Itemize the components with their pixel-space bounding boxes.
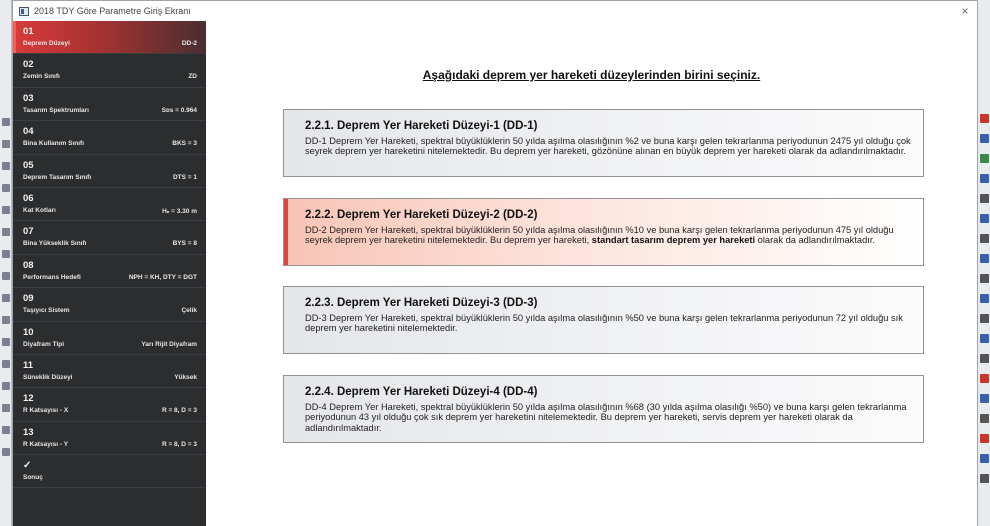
- step-number: 11: [23, 359, 34, 371]
- step-label: R Katsayısı - Y: [23, 440, 69, 448]
- toolbar-icon: [980, 134, 989, 143]
- step-bina-kullanim-sinifi[interactable]: [13, 121, 206, 154]
- step-value: ZD: [188, 73, 197, 81]
- toolbar-icon: [980, 414, 989, 423]
- step-value: Yüksek: [174, 373, 197, 381]
- step-value: BYS = 8: [172, 240, 197, 248]
- step-deprem-tasarim-sinifi[interactable]: [13, 155, 206, 188]
- step-label: Performans Hedefi: [23, 273, 81, 281]
- step-label: Bina Kullanım Sınıfı: [23, 140, 85, 148]
- step-zemin-sinifi[interactable]: [13, 54, 206, 87]
- option-dd-3[interactable]: [283, 286, 924, 354]
- toolbar-icon: [980, 294, 989, 303]
- step-value: BKS = 3: [172, 140, 197, 148]
- toolbar-icon: [980, 194, 989, 203]
- step-number: 09: [23, 293, 34, 305]
- option-title: 2.2.3. Deprem Yer Hareketi Düzeyi-3 (DD-3): [305, 297, 538, 309]
- option-dd-2[interactable]: [283, 198, 924, 266]
- toolbar-icon: [2, 118, 10, 126]
- toolbar-icon: [980, 154, 989, 163]
- toolbar-icon: [2, 360, 10, 368]
- step-label: Diyafram Tipi: [23, 340, 65, 348]
- option-title: 2.2.4. Deprem Yer Hareketi Düzeyi-4 (DD-4): [305, 386, 538, 398]
- toolbar-icon: [980, 254, 989, 263]
- step-value: Sᴅs = 0.964: [161, 106, 197, 114]
- toolbar-icon: [980, 274, 989, 283]
- toolbar-icon: [980, 314, 989, 323]
- step-number: 06: [23, 192, 34, 204]
- description-text-end: olarak da adlandırılmaktadır.: [755, 235, 875, 246]
- step-value: DTS = 1: [172, 173, 197, 181]
- step-label: Bina Yükseklik Sınıfı: [23, 240, 87, 248]
- close-button[interactable]: ×: [961, 4, 969, 18]
- step-tasarim-spektrumlari[interactable]: [13, 88, 206, 121]
- toolbar-icon: [980, 174, 989, 183]
- step-number: 01: [23, 26, 34, 37]
- step-label: Zemin Sınıfı: [23, 73, 60, 81]
- toolbar-icon: [2, 382, 10, 390]
- step-kat-kotlari[interactable]: [13, 188, 206, 221]
- step-value: R = 8, D = 3: [161, 440, 197, 448]
- background-app-left-toolbar: [0, 0, 12, 526]
- step-label: Taşıyıcı Sistem: [23, 307, 70, 315]
- toolbar-icon: [980, 234, 989, 243]
- step-number: 12: [23, 393, 34, 405]
- option-description: DD-4 Deprem Yer Hareketi, spektral büyüklüklerin 50 yılda aşılma olasılığının %68 (30 yılda aşılma olasılığı %50) ve buna karşı gelen tekrarlanma periyodunun 43 yıl olduğu çok sık deprem yer hareketini nitelemektedir. Bu deprem yer hareketi, servis deprem yer hareketi olarak da adlandırılmaktadır.: [305, 402, 907, 433]
- step-deprem-duzeyi[interactable]: [13, 21, 206, 54]
- toolbar-icon: [2, 250, 10, 258]
- app-window-icon: [19, 7, 29, 16]
- steps-sidebar: [13, 21, 206, 526]
- step-label: Deprem Tasarım Sınıfı: [23, 173, 92, 181]
- window-title: 2018 TDY Göre Parametre Giriş Ekranı: [34, 6, 191, 16]
- title-bar: [13, 1, 977, 21]
- step-suneklik-duzeyi[interactable]: [13, 355, 206, 388]
- main-content: [206, 21, 977, 526]
- option-description: [305, 225, 911, 246]
- background-app-right-toolbar: [976, 0, 990, 526]
- toolbar-icon: [980, 474, 989, 483]
- toolbar-icon: [980, 374, 989, 383]
- step-label: Deprem Düzeyi: [23, 40, 70, 47]
- step-number: 13: [23, 426, 34, 438]
- step-label: Kat Kotları: [23, 206, 56, 214]
- step-label: Sonuç: [23, 474, 43, 482]
- toolbar-icon: [2, 206, 10, 214]
- step-number: 03: [23, 92, 34, 104]
- toolbar-icon: [980, 214, 989, 223]
- step-label: R Katsayısı - X: [23, 407, 69, 415]
- toolbar-icon: [2, 316, 10, 324]
- toolbar-icon: [2, 228, 10, 236]
- step-value: Çelik: [181, 307, 197, 315]
- description-emphasis: standart tasarım deprem yer hareketi: [591, 235, 756, 246]
- toolbar-icon: [2, 404, 10, 412]
- step-number: 04: [23, 126, 34, 138]
- step-number: 07: [23, 226, 34, 238]
- step-number: 02: [23, 59, 34, 71]
- toolbar-icon: [2, 162, 10, 170]
- step-diyafram-tipi[interactable]: [13, 322, 206, 355]
- step-label: Tasarım Spektrumları: [23, 106, 89, 114]
- toolbar-icon: [2, 426, 10, 434]
- step-value: Yarı Rijit Diyafram: [141, 340, 197, 348]
- step-label: Süneklik Düzeyi: [23, 373, 73, 381]
- option-description: DD-3 Deprem Yer Hareketi, spektral büyüklüklerin 50 yılda aşılma olasılığının %50 ve buna karşı gelen tekrarlanma periyodunun 72 yıl olduğu sık deprem yer hareketini nitelemektedir.: [305, 313, 903, 334]
- step-r-katsayisi-x[interactable]: [13, 388, 206, 421]
- parameter-dialog: [12, 0, 978, 526]
- toolbar-icon: [980, 114, 989, 123]
- option-description: DD-1 Deprem Yer Hareketi, spektral büyüklüklerin 50 yılda aşılma olasılığının %2 ve buna karşı gelen tekrarlanma periyodunun 2475 yıl olduğu çok seyrek deprem yer hareketini nitelemektedir. Bu deprem yer hareketi, gözönüne alınan en büyük deprem yer hareketi olarak da adlandırılmaktadır.: [305, 136, 911, 157]
- toolbar-icon: [2, 448, 10, 456]
- option-title: 2.2.2. Deprem Yer Hareketi Düzeyi-2 (DD-2): [305, 209, 538, 221]
- page-heading: Aşağıdaki deprem yer hareketi düzeylerinden birini seçiniz.: [422, 68, 761, 82]
- step-tasiyici-sistem[interactable]: [13, 288, 206, 321]
- step-performans-hedefi[interactable]: [13, 255, 206, 288]
- toolbar-icon: [2, 338, 10, 346]
- step-value: R = 8, D = 3: [161, 407, 197, 415]
- step-bina-yukseklik-sinifi[interactable]: [13, 221, 206, 254]
- option-dd-1[interactable]: [283, 109, 924, 177]
- description-text: DD-2 Deprem Yer Hareketi, spektral büyüklüklerin 50 yılda aşılma olasılığının %10 ve buna karşı gelen tekrarlanma periyodunun 475 yıl olduğu seyrek deprem yer hareketini nitelemektedir. Bu deprem yer hareketi,: [305, 225, 894, 246]
- toolbar-icon: [2, 140, 10, 148]
- step-number: 05: [23, 159, 34, 171]
- toolbar-icon: [2, 294, 10, 302]
- toolbar-icon: [2, 184, 10, 192]
- toolbar-icon: [980, 334, 989, 343]
- toolbar-icon: [980, 394, 989, 403]
- checkmark-icon: ✓: [23, 460, 32, 472]
- option-dd-4[interactable]: [283, 375, 924, 443]
- step-value: Hₙ = 3.30 m: [162, 207, 197, 215]
- step-value: DD-2: [181, 40, 197, 47]
- toolbar-icon: [980, 454, 989, 463]
- step-sonuc[interactable]: [13, 455, 206, 488]
- toolbar-icon: [980, 354, 989, 363]
- toolbar-icon: [2, 272, 10, 280]
- step-r-katsayisi-y[interactable]: [13, 422, 206, 455]
- toolbar-icon: [980, 434, 989, 443]
- step-value: NPH = KH, DTY = DGT: [128, 273, 197, 281]
- option-title: 2.2.1. Deprem Yer Hareketi Düzeyi-1 (DD-1): [305, 120, 538, 132]
- step-number: 08: [23, 259, 34, 271]
- step-number: 10: [23, 326, 34, 338]
